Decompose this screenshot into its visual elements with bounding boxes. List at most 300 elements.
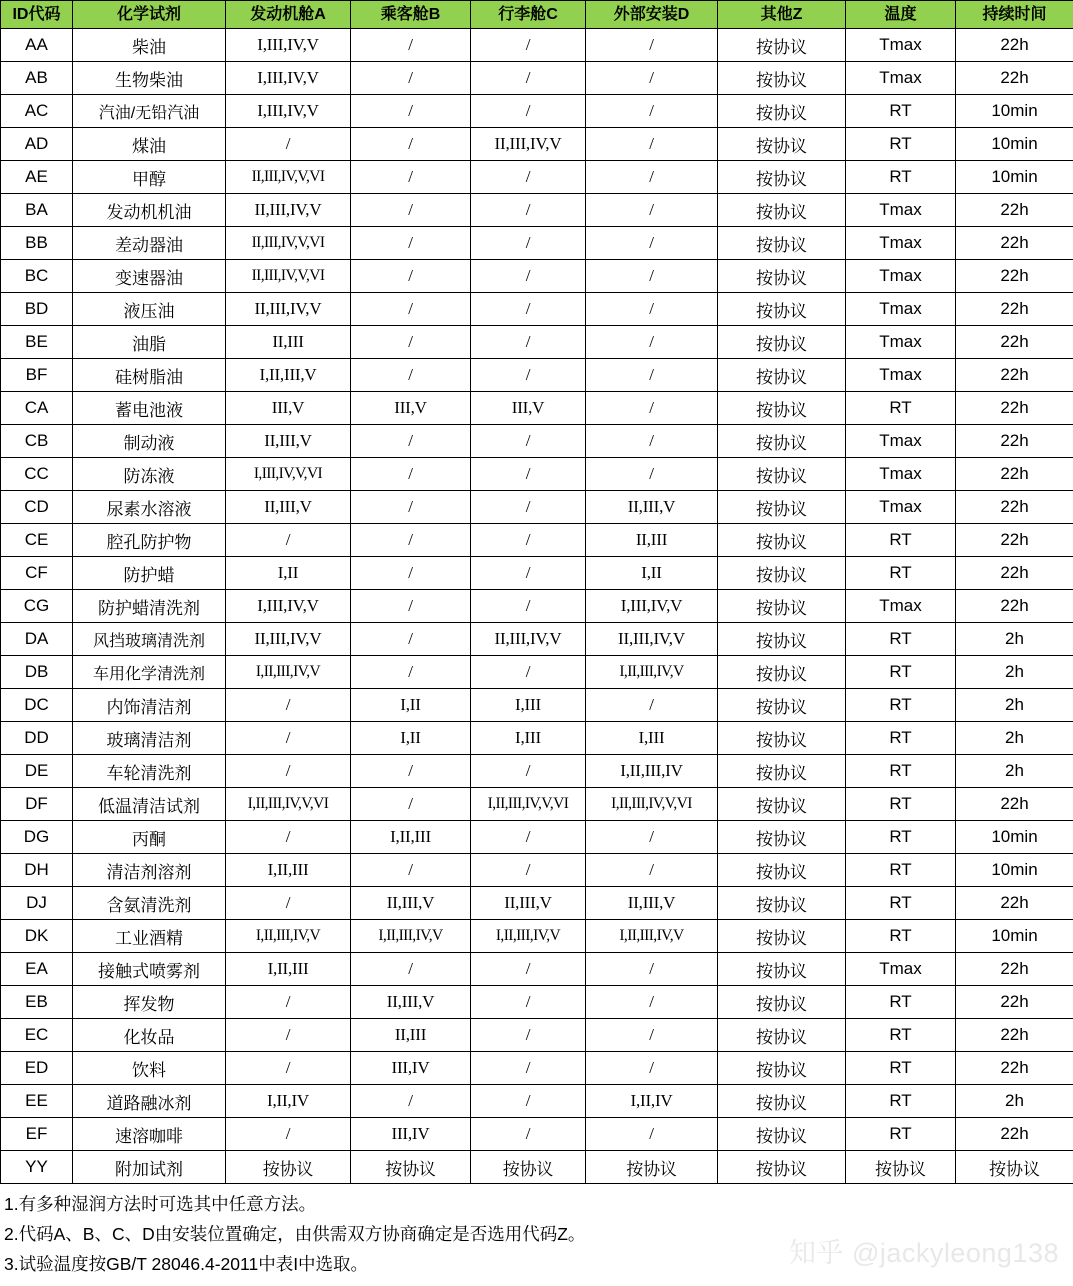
cell-engine[interactable]: /: [226, 128, 351, 161]
cell-exterior[interactable]: /: [586, 425, 718, 458]
cell-id[interactable]: EA: [1, 953, 73, 986]
cell-engine[interactable]: /: [226, 821, 351, 854]
cell-exterior[interactable]: II,III,V: [586, 491, 718, 524]
cell-id[interactable]: DD: [1, 722, 73, 755]
cell-luggage[interactable]: /: [471, 491, 586, 524]
cell-luggage[interactable]: II,III,V: [471, 887, 586, 920]
cell-cabin[interactable]: II,III: [351, 1019, 471, 1052]
cell-reagent[interactable]: 风挡玻璃清洗剂: [73, 623, 226, 656]
cell-engine[interactable]: /: [226, 689, 351, 722]
column-header-cabin[interactable]: 乘客舱B: [351, 1, 471, 29]
cell-luggage[interactable]: /: [471, 227, 586, 260]
cell-exterior[interactable]: /: [586, 986, 718, 1019]
cell-engine[interactable]: /: [226, 1118, 351, 1151]
cell-reagent[interactable]: 车用化学清洗剂: [73, 656, 226, 689]
cell-reagent[interactable]: 生物柴油: [73, 62, 226, 95]
cell-duration[interactable]: 22h: [956, 359, 1073, 392]
cell-other[interactable]: 按协议: [718, 656, 846, 689]
cell-other[interactable]: 按协议: [718, 722, 846, 755]
cell-exterior[interactable]: I,III: [586, 722, 718, 755]
cell-luggage[interactable]: I,III: [471, 722, 586, 755]
cell-reagent[interactable]: 速溶咖啡: [73, 1118, 226, 1151]
cell-luggage[interactable]: /: [471, 656, 586, 689]
cell-engine[interactable]: I,II,III: [226, 953, 351, 986]
cell-engine[interactable]: /: [226, 887, 351, 920]
cell-cabin[interactable]: /: [351, 755, 471, 788]
cell-id[interactable]: AE: [1, 161, 73, 194]
cell-other[interactable]: 按协议: [718, 689, 846, 722]
cell-luggage[interactable]: III,V: [471, 392, 586, 425]
cell-temperature[interactable]: RT: [846, 887, 956, 920]
cell-cabin[interactable]: I,II: [351, 689, 471, 722]
cell-exterior[interactable]: /: [586, 62, 718, 95]
cell-cabin[interactable]: /: [351, 95, 471, 128]
cell-reagent[interactable]: 硅树脂油: [73, 359, 226, 392]
cell-other[interactable]: 按协议: [718, 425, 846, 458]
cell-reagent[interactable]: 丙酮: [73, 821, 226, 854]
cell-reagent[interactable]: 挥发物: [73, 986, 226, 1019]
cell-temperature[interactable]: RT: [846, 1052, 956, 1085]
cell-id[interactable]: YY: [1, 1151, 73, 1184]
cell-exterior[interactable]: I,II,III,IV,V: [586, 656, 718, 689]
cell-engine[interactable]: /: [226, 986, 351, 1019]
column-header-id[interactable]: ID代码: [1, 1, 73, 29]
cell-luggage[interactable]: /: [471, 194, 586, 227]
cell-luggage[interactable]: II,III,IV,V: [471, 128, 586, 161]
cell-id[interactable]: CG: [1, 590, 73, 623]
cell-exterior[interactable]: /: [586, 359, 718, 392]
cell-luggage[interactable]: /: [471, 161, 586, 194]
cell-id[interactable]: EF: [1, 1118, 73, 1151]
cell-duration[interactable]: 22h: [956, 1118, 1073, 1151]
cell-cabin[interactable]: /: [351, 623, 471, 656]
cell-temperature[interactable]: Tmax: [846, 458, 956, 491]
cell-engine[interactable]: II,III,IV,V,VI: [226, 227, 351, 260]
cell-id[interactable]: AD: [1, 128, 73, 161]
cell-engine[interactable]: III,V: [226, 392, 351, 425]
cell-exterior[interactable]: /: [586, 392, 718, 425]
cell-temperature[interactable]: RT: [846, 128, 956, 161]
cell-temperature[interactable]: RT: [846, 788, 956, 821]
cell-temperature[interactable]: RT: [846, 722, 956, 755]
cell-other[interactable]: 按协议: [718, 524, 846, 557]
cell-reagent[interactable]: 差动器油: [73, 227, 226, 260]
cell-luggage[interactable]: /: [471, 425, 586, 458]
cell-luggage[interactable]: /: [471, 458, 586, 491]
cell-luggage[interactable]: /: [471, 1052, 586, 1085]
cell-engine[interactable]: I,II,III,IV,V: [226, 920, 351, 953]
cell-exterior[interactable]: /: [586, 260, 718, 293]
cell-engine[interactable]: I,II,III: [226, 854, 351, 887]
cell-reagent[interactable]: 化妆品: [73, 1019, 226, 1052]
cell-temperature[interactable]: RT: [846, 1019, 956, 1052]
cell-duration[interactable]: 10min: [956, 920, 1073, 953]
cell-luggage[interactable]: /: [471, 854, 586, 887]
cell-exterior[interactable]: I,II,III,IV,V,VI: [586, 788, 718, 821]
cell-exterior[interactable]: /: [586, 29, 718, 62]
cell-engine[interactable]: II,III,V: [226, 425, 351, 458]
cell-exterior[interactable]: /: [586, 953, 718, 986]
cell-cabin[interactable]: /: [351, 293, 471, 326]
cell-temperature[interactable]: RT: [846, 161, 956, 194]
cell-duration[interactable]: 22h: [956, 557, 1073, 590]
cell-cabin[interactable]: /: [351, 194, 471, 227]
cell-cabin[interactable]: /: [351, 524, 471, 557]
cell-exterior[interactable]: /: [586, 821, 718, 854]
cell-exterior[interactable]: II,III: [586, 524, 718, 557]
cell-reagent[interactable]: 防护蜡: [73, 557, 226, 590]
cell-cabin[interactable]: 按协议: [351, 1151, 471, 1184]
cell-exterior[interactable]: /: [586, 1118, 718, 1151]
column-header-engine[interactable]: 发动机舱A: [226, 1, 351, 29]
cell-exterior[interactable]: I,II,III,IV,V: [586, 920, 718, 953]
cell-duration[interactable]: 22h: [956, 392, 1073, 425]
cell-temperature[interactable]: RT: [846, 623, 956, 656]
cell-id[interactable]: ED: [1, 1052, 73, 1085]
cell-cabin[interactable]: /: [351, 62, 471, 95]
cell-reagent[interactable]: 防护蜡清洗剂: [73, 590, 226, 623]
cell-other[interactable]: 按协议: [718, 821, 846, 854]
cell-engine[interactable]: II,III: [226, 326, 351, 359]
cell-cabin[interactable]: I,II: [351, 722, 471, 755]
cell-reagent[interactable]: 接触式喷雾剂: [73, 953, 226, 986]
cell-luggage[interactable]: /: [471, 755, 586, 788]
cell-temperature[interactable]: Tmax: [846, 62, 956, 95]
cell-luggage[interactable]: I,III: [471, 689, 586, 722]
cell-other[interactable]: 按协议: [718, 29, 846, 62]
cell-luggage[interactable]: /: [471, 359, 586, 392]
cell-id[interactable]: DF: [1, 788, 73, 821]
cell-id[interactable]: DG: [1, 821, 73, 854]
cell-other[interactable]: 按协议: [718, 194, 846, 227]
cell-luggage[interactable]: /: [471, 29, 586, 62]
cell-temperature[interactable]: Tmax: [846, 260, 956, 293]
cell-exterior[interactable]: /: [586, 1019, 718, 1052]
cell-other[interactable]: 按协议: [718, 161, 846, 194]
cell-engine[interactable]: /: [226, 524, 351, 557]
cell-other[interactable]: 按协议: [718, 920, 846, 953]
cell-luggage[interactable]: /: [471, 1019, 586, 1052]
cell-duration[interactable]: 22h: [956, 458, 1073, 491]
cell-reagent[interactable]: 液压油: [73, 293, 226, 326]
cell-exterior[interactable]: /: [586, 161, 718, 194]
cell-luggage[interactable]: /: [471, 95, 586, 128]
cell-temperature[interactable]: RT: [846, 986, 956, 1019]
cell-exterior[interactable]: I,III,IV,V: [586, 590, 718, 623]
cell-engine[interactable]: I,II,III,IV,V,VI: [226, 788, 351, 821]
cell-reagent[interactable]: 尿素水溶液: [73, 491, 226, 524]
cell-reagent[interactable]: 蓄电池液: [73, 392, 226, 425]
cell-reagent[interactable]: 腔孔防护物: [73, 524, 226, 557]
cell-duration[interactable]: 22h: [956, 1019, 1073, 1052]
cell-temperature[interactable]: Tmax: [846, 359, 956, 392]
cell-duration[interactable]: 10min: [956, 95, 1073, 128]
cell-cabin[interactable]: /: [351, 491, 471, 524]
cell-duration[interactable]: 22h: [956, 293, 1073, 326]
cell-temperature[interactable]: RT: [846, 920, 956, 953]
cell-engine[interactable]: II,III,IV,V,VI: [226, 161, 351, 194]
cell-duration[interactable]: 22h: [956, 1052, 1073, 1085]
cell-engine[interactable]: II,III,IV,V,VI: [226, 260, 351, 293]
cell-temperature[interactable]: Tmax: [846, 194, 956, 227]
cell-engine[interactable]: I,III,IV,V: [226, 62, 351, 95]
cell-duration[interactable]: 按协议: [956, 1151, 1073, 1184]
cell-exterior[interactable]: /: [586, 689, 718, 722]
cell-luggage[interactable]: I,II,III,IV,V: [471, 920, 586, 953]
cell-cabin[interactable]: I,II,III,IV,V: [351, 920, 471, 953]
cell-duration[interactable]: 22h: [956, 953, 1073, 986]
cell-exterior[interactable]: /: [586, 95, 718, 128]
cell-id[interactable]: DA: [1, 623, 73, 656]
cell-other[interactable]: 按协议: [718, 326, 846, 359]
cell-reagent[interactable]: 发动机机油: [73, 194, 226, 227]
cell-engine[interactable]: II,III,IV,V: [226, 194, 351, 227]
cell-cabin[interactable]: /: [351, 557, 471, 590]
cell-cabin[interactable]: II,III,V: [351, 986, 471, 1019]
cell-id[interactable]: CE: [1, 524, 73, 557]
cell-luggage[interactable]: /: [471, 986, 586, 1019]
column-header-reagent[interactable]: 化学试剂: [73, 1, 226, 29]
cell-temperature[interactable]: RT: [846, 689, 956, 722]
cell-temperature[interactable]: Tmax: [846, 227, 956, 260]
cell-reagent[interactable]: 甲醇: [73, 161, 226, 194]
cell-temperature[interactable]: Tmax: [846, 425, 956, 458]
cell-duration[interactable]: 2h: [956, 722, 1073, 755]
cell-other[interactable]: 按协议: [718, 227, 846, 260]
cell-reagent[interactable]: 道路融冰剂: [73, 1085, 226, 1118]
cell-cabin[interactable]: /: [351, 161, 471, 194]
cell-duration[interactable]: 2h: [956, 1085, 1073, 1118]
cell-duration[interactable]: 22h: [956, 194, 1073, 227]
cell-temperature[interactable]: RT: [846, 656, 956, 689]
cell-engine[interactable]: /: [226, 1019, 351, 1052]
cell-reagent[interactable]: 清洁剂溶剂: [73, 854, 226, 887]
cell-temperature[interactable]: RT: [846, 392, 956, 425]
cell-reagent[interactable]: 油脂: [73, 326, 226, 359]
cell-exterior[interactable]: /: [586, 854, 718, 887]
cell-engine[interactable]: 按协议: [226, 1151, 351, 1184]
cell-duration[interactable]: 10min: [956, 854, 1073, 887]
cell-cabin[interactable]: /: [351, 590, 471, 623]
cell-engine[interactable]: I,II,III,IV,V: [226, 656, 351, 689]
cell-id[interactable]: AB: [1, 62, 73, 95]
cell-duration[interactable]: 10min: [956, 821, 1073, 854]
column-header-other[interactable]: 其他Z: [718, 1, 846, 29]
cell-exterior[interactable]: /: [586, 1052, 718, 1085]
cell-cabin[interactable]: /: [351, 29, 471, 62]
cell-id[interactable]: AC: [1, 95, 73, 128]
cell-luggage[interactable]: /: [471, 953, 586, 986]
cell-id[interactable]: BB: [1, 227, 73, 260]
cell-engine[interactable]: I,II: [226, 557, 351, 590]
cell-cabin[interactable]: /: [351, 128, 471, 161]
cell-cabin[interactable]: /: [351, 788, 471, 821]
cell-reagent[interactable]: 附加试剂: [73, 1151, 226, 1184]
cell-other[interactable]: 按协议: [718, 623, 846, 656]
cell-duration[interactable]: 22h: [956, 425, 1073, 458]
cell-temperature[interactable]: Tmax: [846, 953, 956, 986]
cell-other[interactable]: 按协议: [718, 458, 846, 491]
cell-reagent[interactable]: 柴油: [73, 29, 226, 62]
cell-duration[interactable]: 22h: [956, 29, 1073, 62]
cell-other[interactable]: 按协议: [718, 788, 846, 821]
cell-temperature[interactable]: Tmax: [846, 326, 956, 359]
cell-engine[interactable]: I,II,IV: [226, 1085, 351, 1118]
column-header-duration[interactable]: 持续时间: [956, 1, 1073, 29]
cell-id[interactable]: CD: [1, 491, 73, 524]
cell-cabin[interactable]: III,IV: [351, 1052, 471, 1085]
cell-id[interactable]: AA: [1, 29, 73, 62]
cell-engine[interactable]: I,III,IV,V,VI: [226, 458, 351, 491]
cell-other[interactable]: 按协议: [718, 95, 846, 128]
cell-duration[interactable]: 22h: [956, 326, 1073, 359]
cell-cabin[interactable]: III,V: [351, 392, 471, 425]
cell-luggage[interactable]: /: [471, 1085, 586, 1118]
cell-engine[interactable]: I,III,IV,V: [226, 590, 351, 623]
cell-luggage[interactable]: 按协议: [471, 1151, 586, 1184]
cell-cabin[interactable]: /: [351, 953, 471, 986]
cell-exterior[interactable]: 按协议: [586, 1151, 718, 1184]
cell-engine[interactable]: /: [226, 722, 351, 755]
cell-other[interactable]: 按协议: [718, 293, 846, 326]
cell-luggage[interactable]: /: [471, 326, 586, 359]
cell-luggage[interactable]: /: [471, 62, 586, 95]
cell-exterior[interactable]: /: [586, 326, 718, 359]
cell-duration[interactable]: 22h: [956, 590, 1073, 623]
cell-exterior[interactable]: /: [586, 194, 718, 227]
cell-exterior[interactable]: /: [586, 227, 718, 260]
cell-duration[interactable]: 22h: [956, 887, 1073, 920]
cell-other[interactable]: 按协议: [718, 128, 846, 161]
cell-other[interactable]: 按协议: [718, 590, 846, 623]
cell-cabin[interactable]: I,II,III: [351, 821, 471, 854]
cell-other[interactable]: 按协议: [718, 557, 846, 590]
cell-reagent[interactable]: 内饰清洁剂: [73, 689, 226, 722]
cell-cabin[interactable]: /: [351, 458, 471, 491]
cell-id[interactable]: BE: [1, 326, 73, 359]
cell-reagent[interactable]: 煤油: [73, 128, 226, 161]
cell-reagent[interactable]: 工业酒精: [73, 920, 226, 953]
cell-reagent[interactable]: 车轮清洗剂: [73, 755, 226, 788]
cell-other[interactable]: 按协议: [718, 953, 846, 986]
cell-cabin[interactable]: /: [351, 854, 471, 887]
cell-duration[interactable]: 10min: [956, 128, 1073, 161]
cell-other[interactable]: 按协议: [718, 755, 846, 788]
cell-temperature[interactable]: RT: [846, 821, 956, 854]
cell-temperature[interactable]: Tmax: [846, 29, 956, 62]
cell-engine[interactable]: /: [226, 755, 351, 788]
cell-other[interactable]: 按协议: [718, 392, 846, 425]
cell-temperature[interactable]: Tmax: [846, 491, 956, 524]
cell-cabin[interactable]: /: [351, 260, 471, 293]
cell-temperature[interactable]: Tmax: [846, 293, 956, 326]
cell-reagent[interactable]: 防冻液: [73, 458, 226, 491]
cell-exterior[interactable]: I,II: [586, 557, 718, 590]
cell-engine[interactable]: /: [226, 1052, 351, 1085]
cell-reagent[interactable]: 低温清洁试剂: [73, 788, 226, 821]
cell-id[interactable]: BA: [1, 194, 73, 227]
cell-engine[interactable]: II,III,IV,V: [226, 623, 351, 656]
cell-engine[interactable]: I,III,IV,V: [226, 29, 351, 62]
cell-reagent[interactable]: 变速器油: [73, 260, 226, 293]
cell-other[interactable]: 按协议: [718, 359, 846, 392]
cell-other[interactable]: 按协议: [718, 491, 846, 524]
cell-luggage[interactable]: /: [471, 524, 586, 557]
cell-exterior[interactable]: /: [586, 128, 718, 161]
cell-duration[interactable]: 22h: [956, 227, 1073, 260]
cell-duration[interactable]: 22h: [956, 788, 1073, 821]
cell-reagent[interactable]: 玻璃清洁剂: [73, 722, 226, 755]
cell-cabin[interactable]: II,III,V: [351, 887, 471, 920]
cell-luggage[interactable]: /: [471, 590, 586, 623]
cell-id[interactable]: DJ: [1, 887, 73, 920]
cell-luggage[interactable]: II,III,IV,V: [471, 623, 586, 656]
cell-temperature[interactable]: Tmax: [846, 590, 956, 623]
cell-cabin[interactable]: /: [351, 359, 471, 392]
cell-cabin[interactable]: /: [351, 425, 471, 458]
cell-temperature[interactable]: RT: [846, 557, 956, 590]
cell-luggage[interactable]: /: [471, 557, 586, 590]
cell-id[interactable]: BD: [1, 293, 73, 326]
cell-other[interactable]: 按协议: [718, 1085, 846, 1118]
cell-exterior[interactable]: II,III,IV,V: [586, 623, 718, 656]
cell-reagent[interactable]: 饮料: [73, 1052, 226, 1085]
cell-other[interactable]: 按协议: [718, 1052, 846, 1085]
cell-id[interactable]: CB: [1, 425, 73, 458]
cell-reagent[interactable]: 汽油/无铅汽油: [73, 95, 226, 128]
cell-id[interactable]: DC: [1, 689, 73, 722]
cell-exterior[interactable]: II,III,V: [586, 887, 718, 920]
cell-id[interactable]: BC: [1, 260, 73, 293]
column-header-temperature[interactable]: 温度: [846, 1, 956, 29]
column-header-exterior[interactable]: 外部安装D: [586, 1, 718, 29]
cell-exterior[interactable]: /: [586, 458, 718, 491]
cell-other[interactable]: 按协议: [718, 1019, 846, 1052]
cell-exterior[interactable]: I,II,IV: [586, 1085, 718, 1118]
cell-temperature[interactable]: RT: [846, 854, 956, 887]
cell-cabin[interactable]: /: [351, 656, 471, 689]
cell-luggage[interactable]: /: [471, 293, 586, 326]
cell-cabin[interactable]: /: [351, 326, 471, 359]
cell-id[interactable]: DE: [1, 755, 73, 788]
cell-luggage[interactable]: /: [471, 1118, 586, 1151]
cell-cabin[interactable]: /: [351, 1085, 471, 1118]
cell-temperature[interactable]: RT: [846, 1085, 956, 1118]
cell-id[interactable]: EC: [1, 1019, 73, 1052]
cell-id[interactable]: DH: [1, 854, 73, 887]
cell-exterior[interactable]: I,II,III,IV: [586, 755, 718, 788]
cell-engine[interactable]: I,III,IV,V: [226, 95, 351, 128]
cell-engine[interactable]: I,II,III,V: [226, 359, 351, 392]
cell-other[interactable]: 按协议: [718, 887, 846, 920]
cell-temperature[interactable]: 按协议: [846, 1151, 956, 1184]
cell-engine[interactable]: II,III,IV,V: [226, 293, 351, 326]
cell-cabin[interactable]: III,IV: [351, 1118, 471, 1151]
cell-id[interactable]: EB: [1, 986, 73, 1019]
cell-id[interactable]: BF: [1, 359, 73, 392]
cell-id[interactable]: DB: [1, 656, 73, 689]
column-header-luggage[interactable]: 行李舱C: [471, 1, 586, 29]
cell-other[interactable]: 按协议: [718, 1151, 846, 1184]
cell-duration[interactable]: 2h: [956, 656, 1073, 689]
cell-luggage[interactable]: I,II,III,IV,V,VI: [471, 788, 586, 821]
cell-reagent[interactable]: 含氨清洗剂: [73, 887, 226, 920]
cell-duration[interactable]: 22h: [956, 986, 1073, 1019]
cell-reagent[interactable]: 制动液: [73, 425, 226, 458]
cell-duration[interactable]: 22h: [956, 491, 1073, 524]
cell-id[interactable]: CF: [1, 557, 73, 590]
cell-luggage[interactable]: /: [471, 821, 586, 854]
